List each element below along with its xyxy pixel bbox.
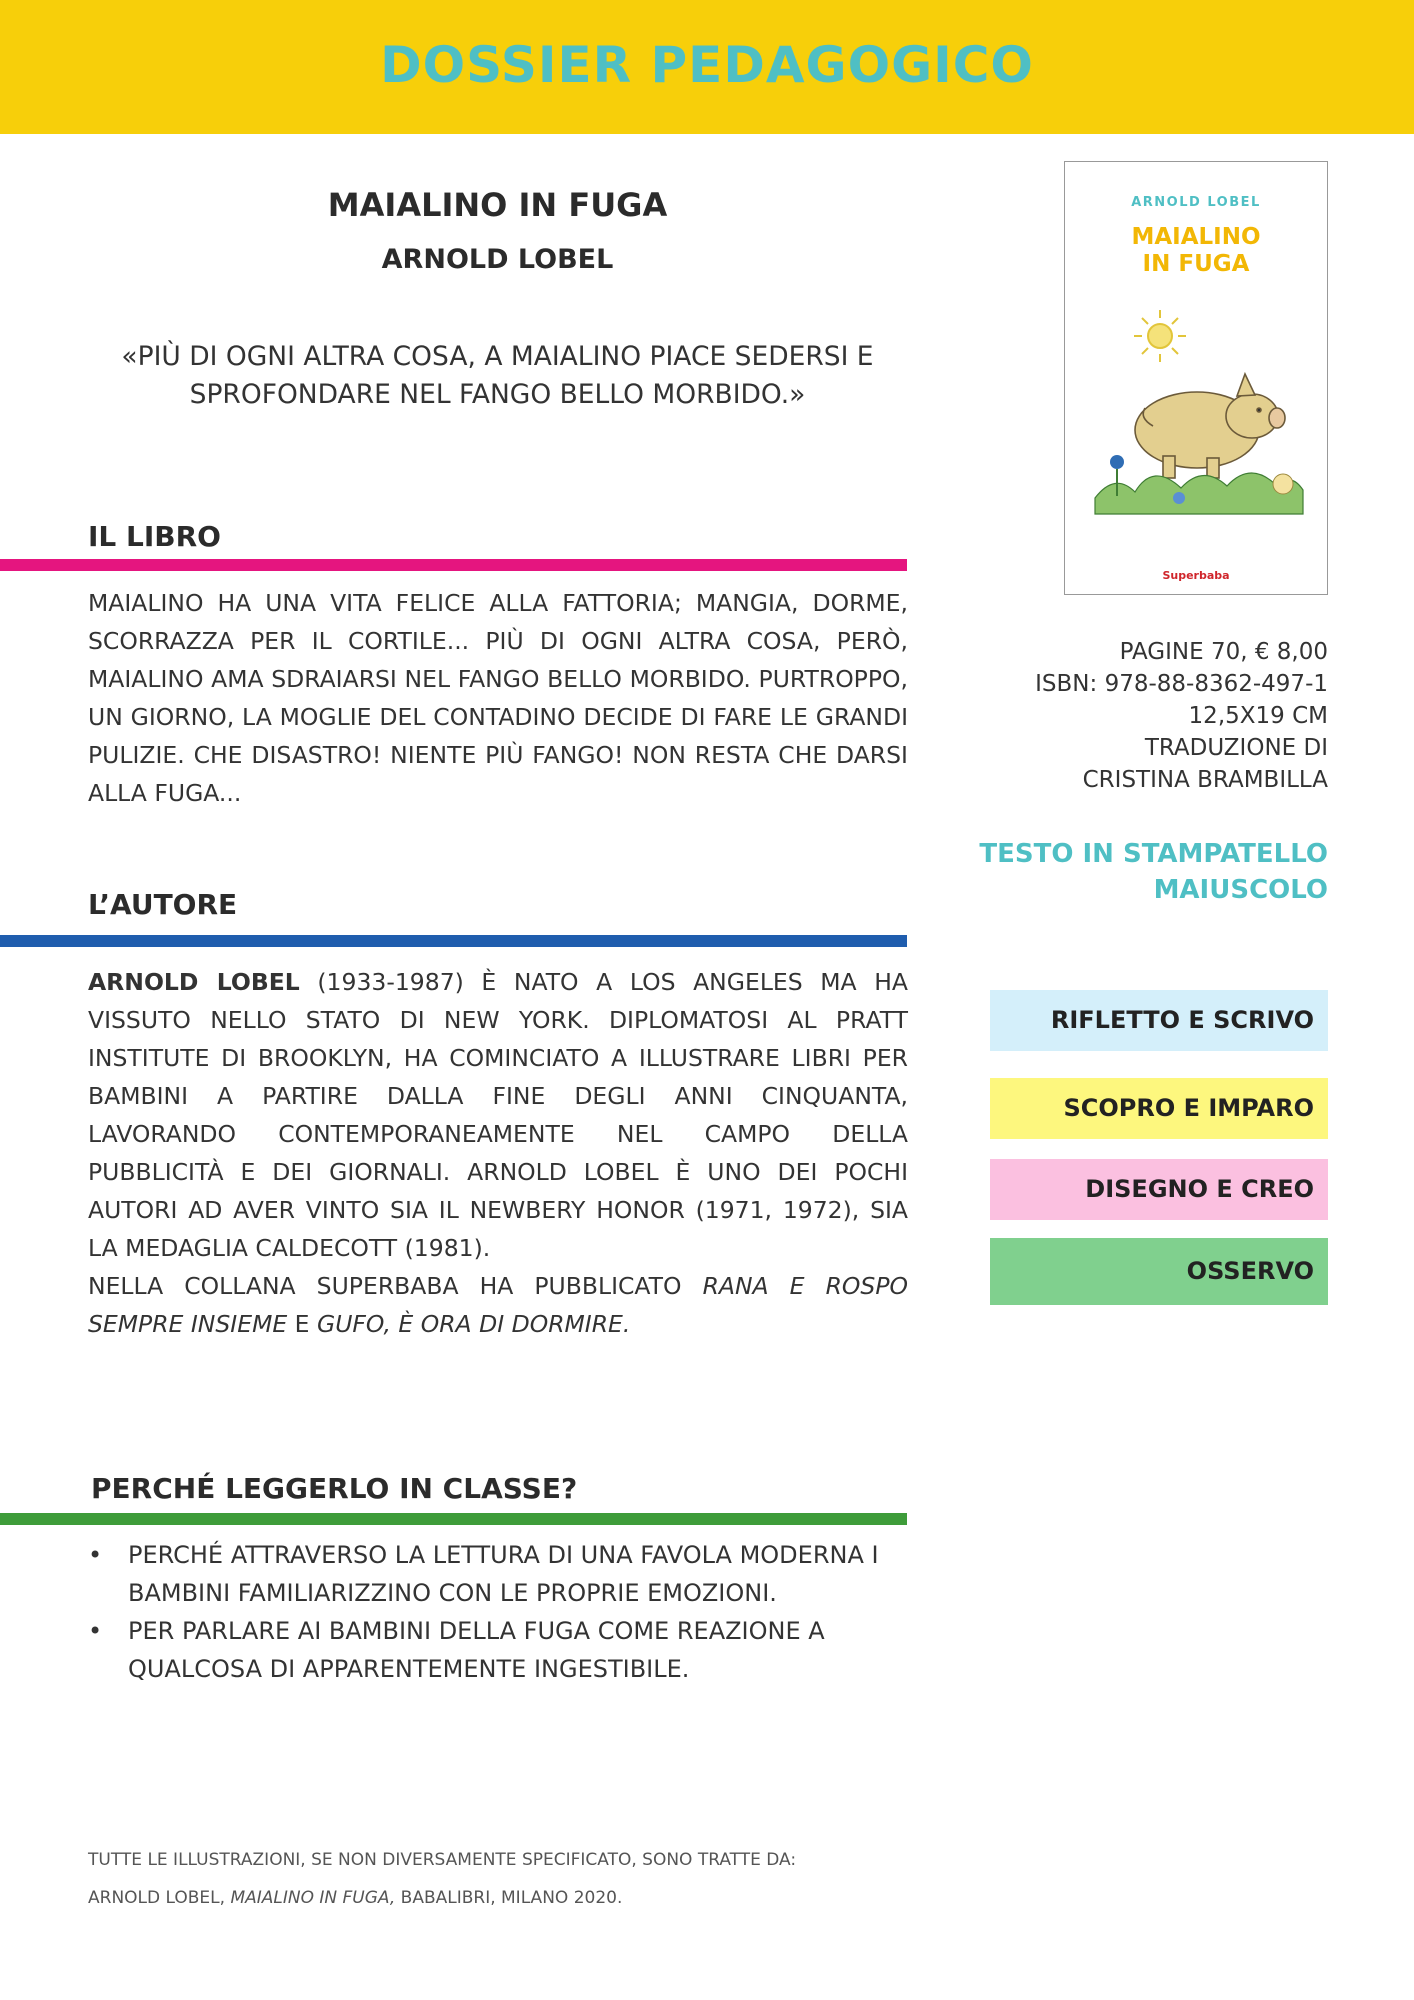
pig-icon (1135, 374, 1285, 478)
bullet-marker: • (88, 1617, 103, 1645)
translator: CRISTINA BRAMBILLA (1082, 767, 1328, 793)
pages-price: PAGINE 70, € 8,00 (1119, 639, 1328, 665)
author-bio-text: (1933-1987) È NATO A LOS ANGELES MA HA VISSUTO NELLO STATO DI NEW YORK. DIPLOMATOSI AL PRATT INSTITUTE DI BROOKLYN, HA COMINCIATO A ILLUSTRARE LIBRI PER BAMBINI A PARTIRE DALLA FINE DEGLI ANNI CINQUANTA, LAVORANDO CONTEMPORANEAMENTE NEL CAMPO DELLA PUBBLICITÀ E DEI GIORNALI. ARNOLD LOBEL È UNO DEI POCHI AUTORI AD AVER VINTO SIA IL NEWBERY HONOR (1971, 1972), SIA LA MEDAGLIA CALDECOTT (1981). (88, 968, 908, 1262)
pig-illustration (1087, 292, 1307, 518)
related-book-title: GUFO, È ORA DI DORMIRE. (317, 1310, 631, 1338)
bullet-marker: • (88, 1541, 103, 1569)
list-item: • PER PARLARE AI BAMBINI DELLA FUGA COME REAZIONE A QUALCOSA DI APPARENTEMENTE INGESTIBILE. (88, 1612, 908, 1688)
publisher-logo: Superbaba (1162, 569, 1230, 582)
book-size: 12,5X19 CM (1188, 703, 1328, 729)
related-book-title: RANA E ROSPO SEMPRE INSIEME (88, 1272, 908, 1338)
book-cover (1064, 161, 1328, 595)
text-format-note: TESTO IN STAMPATELLO MAIUSCOLO (979, 839, 1328, 905)
cover-title: MAIALINO IN FUGA (1131, 224, 1261, 277)
section-heading-author: L’AUTORE (88, 888, 238, 921)
illustration-credits-line2: ARNOLD LOBEL, MAIALINO IN FUGA, BABALIBRI, MILANO 2020. (88, 1888, 623, 1908)
list-item: • PERCHÉ ATTRAVERSO LA LETTURA DI UNA FAVOLA MODERNA I BAMBINI FAMILIARIZZINO CON LE PROPRIE EMOZIONI. (88, 1536, 908, 1612)
book-author: ARNOLD LOBEL (381, 244, 614, 275)
activity-tag: DISEGNO E CREO (990, 1159, 1328, 1220)
reasons-list (88, 1536, 908, 1688)
sun-icon (1134, 310, 1186, 362)
book-quote: «PIÙ DI OGNI ALTRA COSA, A MAIALINO PIACE SEDERSI E SPROFONDARE NEL FANGO BELLO MORBIDO.» (121, 341, 874, 410)
book-description: MAIALINO HA UNA VITA FELICE ALLA FATTORIA; MANGIA, DORME, SCORRAZZA PER IL CORTILE... PIÙ DI OGNI ALTRA COSA, PERÒ, MAIALINO AMA SDRAIARSI NEL FANGO BELLO MORBIDO. PURTROPPO, UN GIORNO, LA MOGLIE DEL CONTADINO DECIDE DI FARE LE GRANDI PULIZIE. CHE DISASTRO! NIENTE PIÙ FANGO! NON RESTA CHE DARSI ALLA FUGA... (88, 589, 908, 807)
activity-tag: RIFLETTO E SCRIVO (990, 990, 1328, 1051)
illustration-credits-line1: TUTTE LE ILLUSTRAZIONI, SE NON DIVERSAMENTE SPECIFICATO, SONO TRATTE DA: (88, 1850, 797, 1870)
section-rule-book (0, 559, 907, 571)
book-specs (1008, 636, 1328, 796)
cover-author: ARNOLD LOBEL (1131, 195, 1261, 210)
page-title: DOSSIER PEDAGOGICO (380, 36, 1034, 94)
book-title: MAIALINO IN FUGA (327, 186, 668, 224)
section-heading-why: PERCHÉ LEGGERLO IN CLASSE? (91, 1472, 578, 1505)
translation-label: TRADUZIONE DI (1144, 735, 1328, 761)
author-name: ARNOLD LOBEL (88, 968, 300, 996)
credits-book-title: MAIALINO IN FUGA, (230, 1888, 396, 1908)
activity-tag: OSSERVO (990, 1238, 1328, 1305)
isbn: ISBN: 978-88-8362-497-1 (1035, 671, 1328, 697)
collection-conjunction: E (287, 1310, 317, 1338)
collection-prefix: NELLA COLLANA SUPERBABA HA PUBBLICATO (88, 1272, 703, 1300)
section-rule-why (0, 1513, 907, 1525)
section-heading-book: IL LIBRO (88, 520, 221, 553)
header-banner (0, 0, 1414, 134)
section-rule-author (0, 935, 907, 947)
author-biography (88, 963, 908, 1343)
activity-tag: SCOPRO E IMPARO (990, 1078, 1328, 1139)
